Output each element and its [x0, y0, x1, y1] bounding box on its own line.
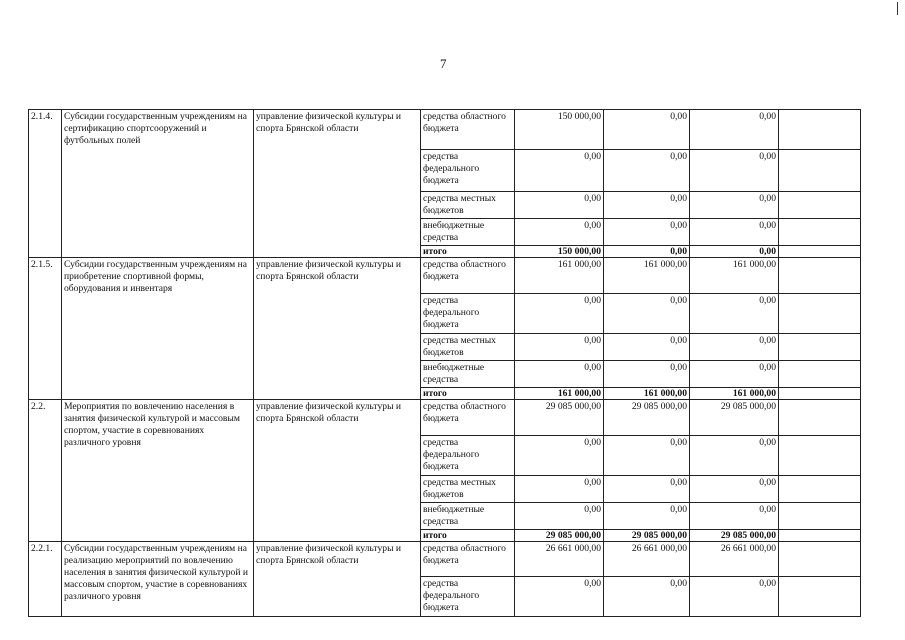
funding-source-cell: средства федерального бюджета [421, 294, 515, 334]
item-name-cell: Субсидии государственным учреждениям на реализацию мероприятий по вовлечению населения в занятия физической культурой и массовым спортом, участие в соревнованиях различного уровня [62, 542, 254, 617]
amount-cell-year-1: 29 085 000,00 [515, 400, 604, 436]
amount-cell-year-1: 161 000,00 [515, 388, 604, 400]
amount-cell-year-3: 0,00 [690, 246, 779, 258]
empty-cell [779, 436, 861, 476]
amount-cell-year-2: 0,00 [604, 192, 690, 219]
funding-source-cell: итого [421, 388, 515, 400]
amount-cell-year-2: 0,00 [604, 150, 690, 192]
funding-source-cell: средства местных бюджетов [421, 192, 515, 219]
item-code-cell: 2.2.1. [29, 542, 62, 617]
amount-cell-year-3: 0,00 [690, 476, 779, 503]
funding-source-cell: средства федерального бюджета [421, 577, 515, 617]
amount-cell-year-1: 161 000,00 [515, 258, 604, 294]
empty-cell [779, 258, 861, 294]
funding-source-cell: внебюджетные средства [421, 219, 515, 246]
funding-source-cell: средства областного бюджета [421, 400, 515, 436]
amount-cell-year-2: 0,00 [604, 219, 690, 246]
funding-source-cell: итого [421, 246, 515, 258]
item-code-cell: 2.1.4. [29, 110, 62, 258]
empty-cell [779, 294, 861, 334]
empty-cell [779, 334, 861, 361]
amount-cell-year-2: 0,00 [604, 110, 690, 150]
empty-cell [779, 110, 861, 150]
amount-cell-year-1: 0,00 [515, 436, 604, 476]
empty-cell [779, 530, 861, 542]
item-code-cell: 2.1.5. [29, 258, 62, 400]
table-row [29, 400, 861, 436]
funding-source-cell: средства местных бюджетов [421, 476, 515, 503]
amount-cell-year-3: 29 085 000,00 [690, 530, 779, 542]
empty-cell [779, 400, 861, 436]
amount-cell-year-3: 0,00 [690, 219, 779, 246]
amount-cell-year-1: 0,00 [515, 577, 604, 617]
amount-cell-year-2: 26 661 000,00 [604, 542, 690, 577]
amount-cell-year-1: 0,00 [515, 503, 604, 530]
amount-cell-year-2: 29 085 000,00 [604, 400, 690, 436]
amount-cell-year-1: 0,00 [515, 150, 604, 192]
amount-cell-year-1: 0,00 [515, 476, 604, 503]
amount-cell-year-3: 26 661 000,00 [690, 542, 779, 577]
amount-cell-year-1: 150 000,00 [515, 110, 604, 150]
item-code-cell: 2.2. [29, 400, 62, 542]
funding-source-cell: внебюджетные средства [421, 503, 515, 530]
amount-cell-year-1: 29 085 000,00 [515, 530, 604, 542]
budget-table [28, 109, 861, 617]
amount-cell-year-3: 0,00 [690, 436, 779, 476]
table-row [29, 542, 861, 577]
amount-cell-year-3: 0,00 [690, 503, 779, 530]
empty-cell [779, 219, 861, 246]
amount-cell-year-3: 29 085 000,00 [690, 400, 779, 436]
amount-cell-year-3: 0,00 [690, 361, 779, 388]
funding-source-cell: средства местных бюджетов [421, 334, 515, 361]
empty-cell [779, 542, 861, 577]
empty-cell [779, 476, 861, 503]
amount-cell-year-2: 0,00 [604, 503, 690, 530]
empty-cell [779, 192, 861, 219]
empty-cell [779, 246, 861, 258]
amount-cell-year-1: 0,00 [515, 192, 604, 219]
amount-cell-year-2: 0,00 [604, 294, 690, 334]
edge-mark [897, 2, 898, 15]
funding-source-cell: средства областного бюджета [421, 542, 515, 577]
amount-cell-year-1: 0,00 [515, 361, 604, 388]
amount-cell-year-1: 0,00 [515, 294, 604, 334]
amount-cell-year-2: 29 085 000,00 [604, 530, 690, 542]
amount-cell-year-3: 0,00 [690, 110, 779, 150]
item-name-cell: Мероприятия по вовлечению населения в занятия физической культурой и массовым спортом, участие в соревнованиях различного уровня [62, 400, 254, 542]
funding-source-cell: итого [421, 530, 515, 542]
table-row [29, 110, 861, 150]
amount-cell-year-3: 0,00 [690, 334, 779, 361]
amount-cell-year-2: 161 000,00 [604, 258, 690, 294]
empty-cell [779, 503, 861, 530]
amount-cell-year-1: 0,00 [515, 334, 604, 361]
empty-cell [779, 361, 861, 388]
table-body [29, 110, 861, 617]
table-row [29, 258, 861, 294]
amount-cell-year-1: 0,00 [515, 219, 604, 246]
item-name-cell: Субсидии государственным учреждениям на сертификацию спортсооружений и футбольных полей [62, 110, 254, 258]
executor-cell: управление физической культуры и спорта Брянской области [254, 542, 421, 617]
empty-cell [779, 577, 861, 617]
amount-cell-year-2: 0,00 [604, 361, 690, 388]
executor-cell: управление физической культуры и спорта Брянской области [254, 400, 421, 542]
amount-cell-year-3: 0,00 [690, 294, 779, 334]
amount-cell-year-2: 0,00 [604, 577, 690, 617]
empty-cell [779, 388, 861, 400]
amount-cell-year-2: 0,00 [604, 436, 690, 476]
amount-cell-year-3: 0,00 [690, 192, 779, 219]
amount-cell-year-1: 150 000,00 [515, 246, 604, 258]
funding-source-cell: внебюджетные средства [421, 361, 515, 388]
funding-source-cell: средства областного бюджета [421, 110, 515, 150]
amount-cell-year-3: 0,00 [690, 150, 779, 192]
amount-cell-year-3: 0,00 [690, 577, 779, 617]
amount-cell-year-3: 161 000,00 [690, 388, 779, 400]
item-name-cell: Субсидии государственным учреждениям на приобретение спортивной формы, оборудования и инвентаря [62, 258, 254, 400]
funding-source-cell: средства федерального бюджета [421, 436, 515, 476]
amount-cell-year-2: 0,00 [604, 476, 690, 503]
executor-cell: управление физической культуры и спорта Брянской области [254, 110, 421, 258]
amount-cell-year-1: 26 661 000,00 [515, 542, 604, 577]
funding-source-cell: средства областного бюджета [421, 258, 515, 294]
executor-cell: управление физической культуры и спорта Брянской области [254, 258, 421, 400]
page-number: 7 [440, 56, 447, 71]
amount-cell-year-2: 161 000,00 [604, 388, 690, 400]
empty-cell [779, 150, 861, 192]
amount-cell-year-3: 161 000,00 [690, 258, 779, 294]
amount-cell-year-2: 0,00 [604, 334, 690, 361]
amount-cell-year-2: 0,00 [604, 246, 690, 258]
funding-source-cell: средства федерального бюджета [421, 150, 515, 192]
